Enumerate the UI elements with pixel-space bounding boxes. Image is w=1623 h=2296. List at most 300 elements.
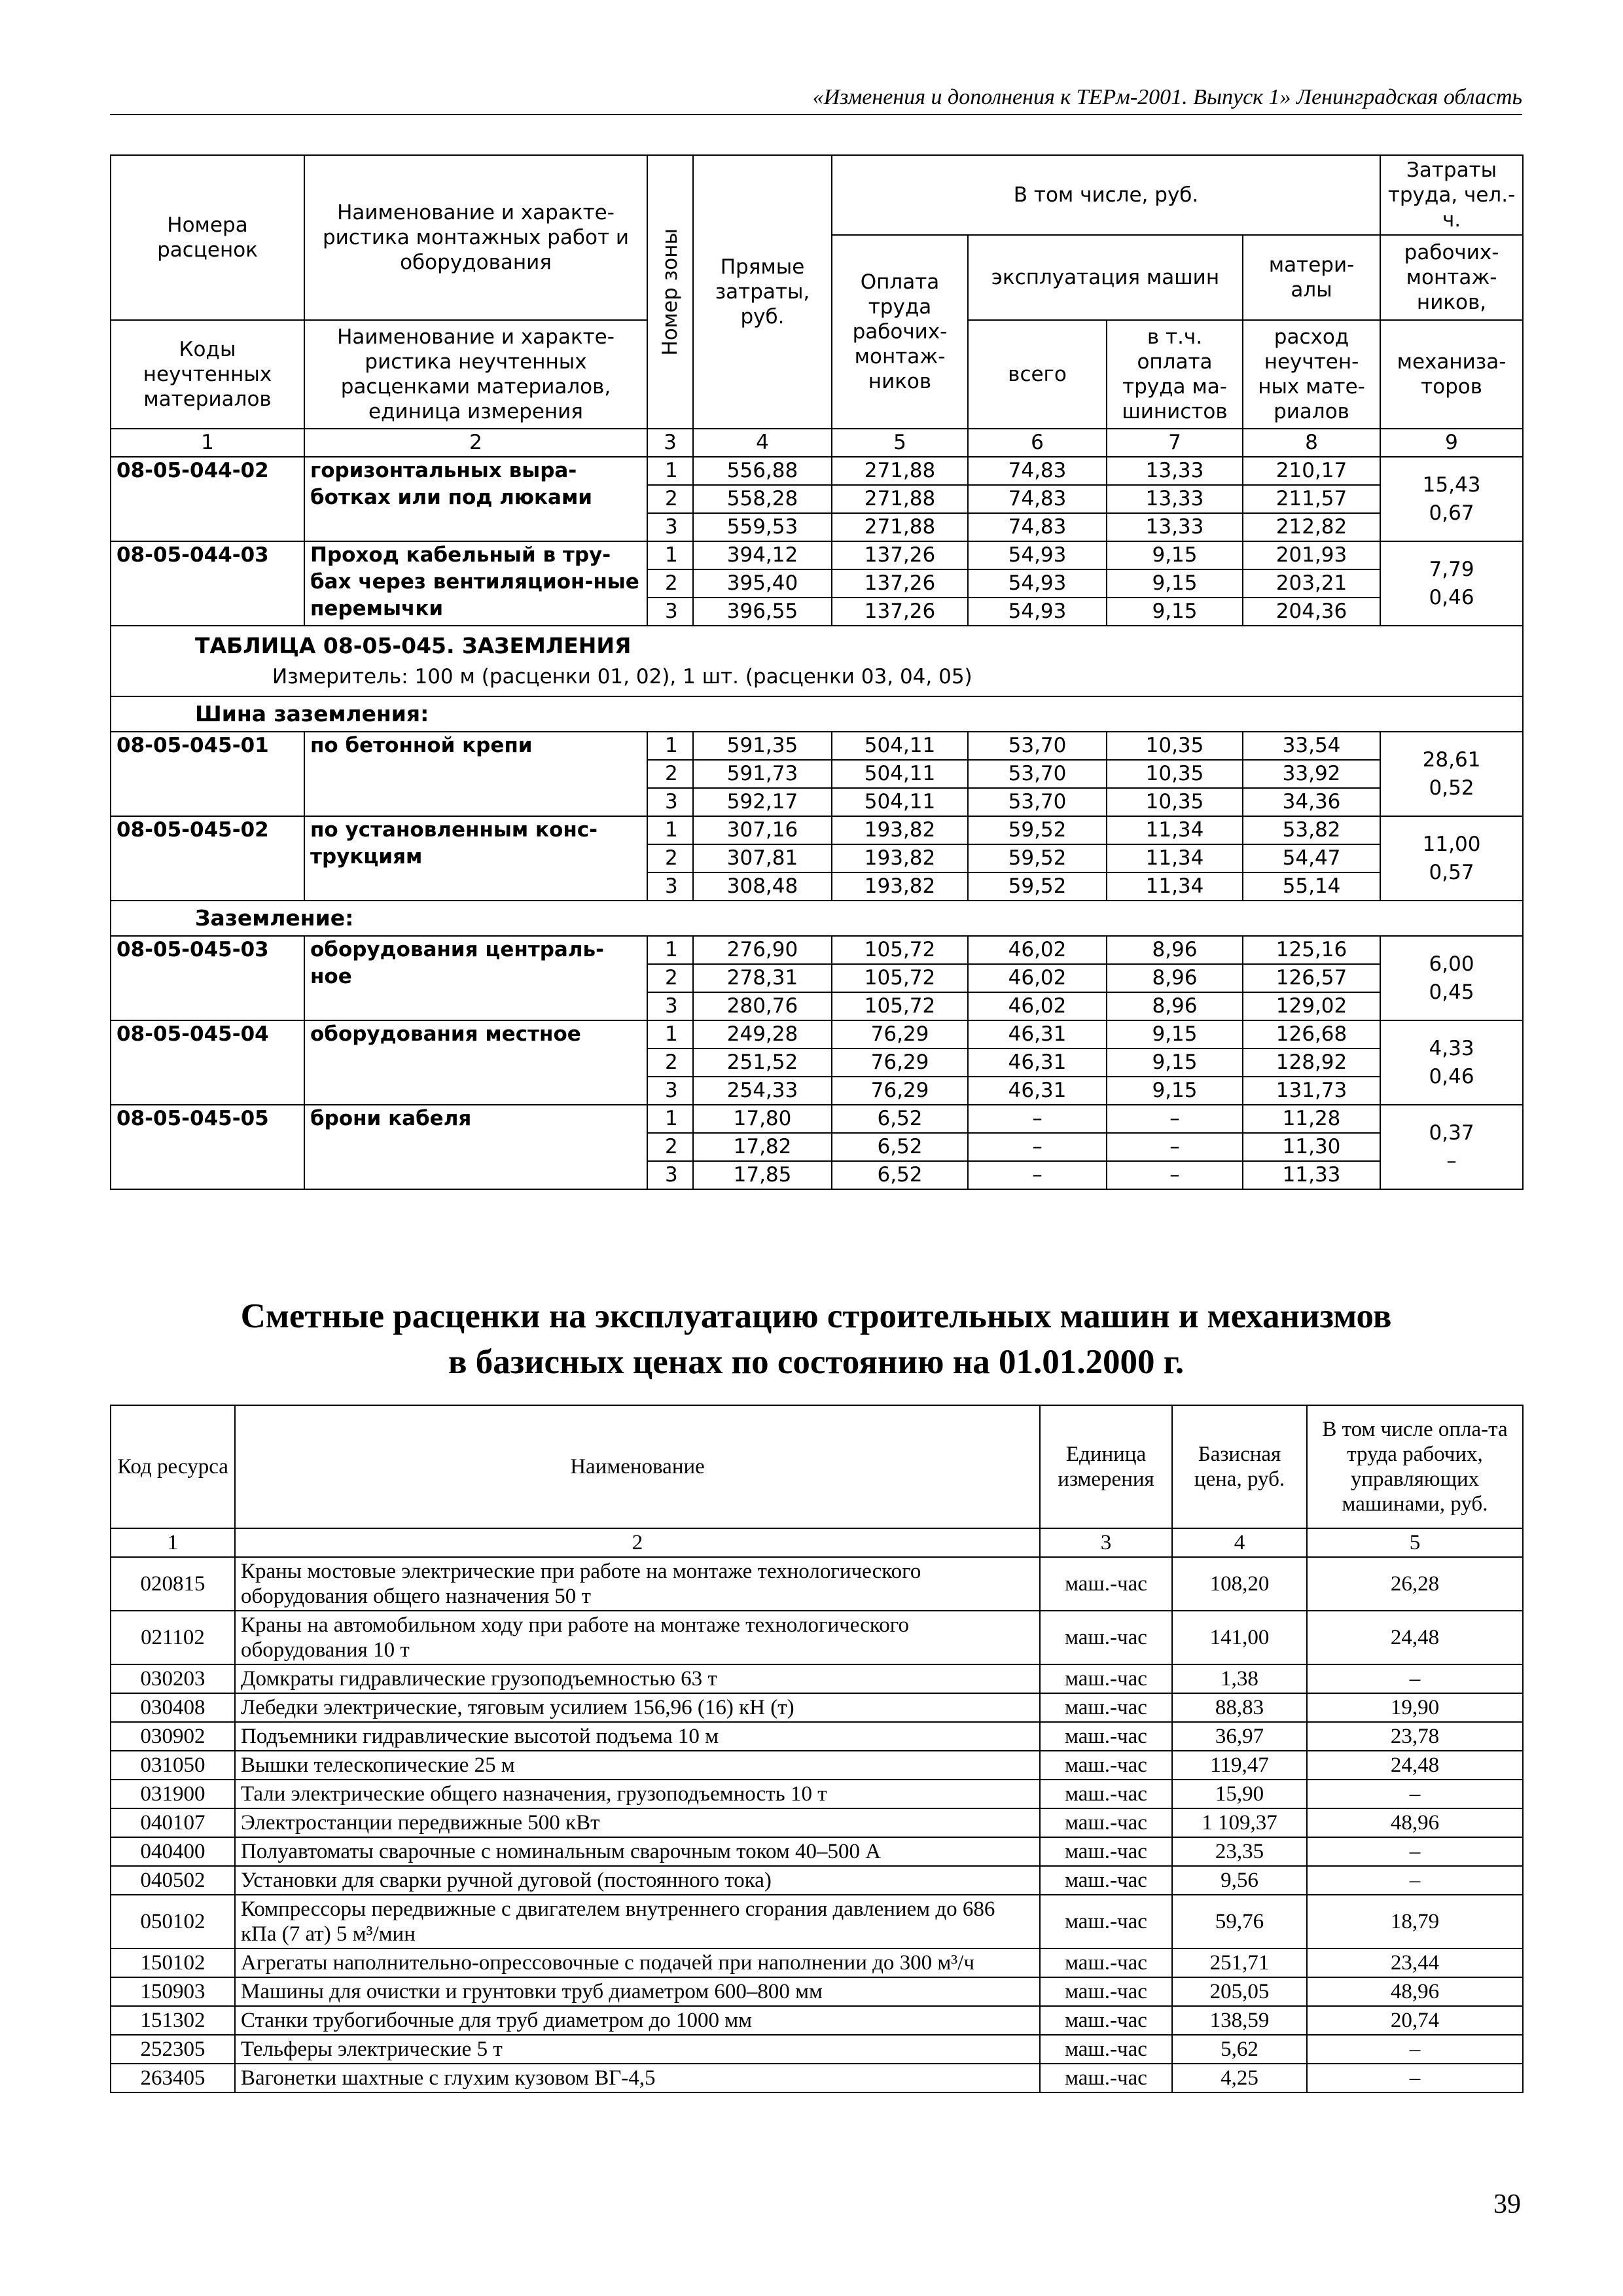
value-cell: 504,11 [832,760,968,788]
base-price: 15,90 [1172,1780,1307,1808]
col-zone-header: Номер зоны [647,155,693,429]
value-cell: 54,93 [968,541,1107,569]
rate-name: по установленным конс-трукциям [304,816,647,901]
unit: маш.-час [1040,1693,1172,1722]
base-price: 4,25 [1172,2064,1307,2092]
col-price-header: Базисная цена, руб. [1172,1405,1307,1528]
labor-pay: – [1307,2035,1523,2064]
labor-pay: 19,90 [1307,1693,1523,1722]
labor-pay: 48,96 [1307,1977,1523,2006]
base-price: 59,76 [1172,1895,1307,1948]
labor-value: 4,33 [1429,1036,1474,1060]
column-number: 3 [647,429,693,457]
value-cell: 11,34 [1107,816,1243,844]
value-cell: 46,02 [968,936,1107,964]
section-title: Сметные расценки на эксплуатацию строительных машин и механизмов в базисных ценах по состоянию на 01.01.2000 г. [240,1297,1392,1381]
value-cell: 249,28 [693,1020,832,1049]
value-cell: – [1107,1161,1243,1189]
value-cell: 105,72 [832,964,968,992]
resource-name: Вагонетки шахтные с глухим кузовом ВГ-4,5 [235,2064,1040,2092]
table-row [111,1780,1523,1808]
labor-pay: 20,74 [1307,2006,1523,2035]
table-row [111,936,1523,964]
column-number: 7 [1107,429,1243,457]
col-including-header: В том числе, руб. [832,155,1380,235]
value-cell: 193,82 [832,816,968,844]
value-cell: 11,30 [1243,1133,1380,1161]
labor-value: – [1446,1149,1457,1173]
resource-code: 263405 [111,2064,235,2092]
value-cell: 33,92 [1243,760,1380,788]
resource-name: Краны на автомобильном ходу при работе на монтаже технологического оборудования 10 т [235,1611,1040,1664]
value-cell: 55,14 [1243,872,1380,901]
base-price: 1,38 [1172,1664,1307,1693]
unit: маш.-час [1040,1948,1172,1977]
subhead-grounding-bus: Шина заземления: [111,696,1523,732]
col-name-header: Наименование [235,1405,1040,1528]
base-price: 119,47 [1172,1751,1307,1780]
resource-name: Краны мостовые электрические при работе на монтаже технологического оборудования общего назначения 50 т [235,1557,1040,1611]
value-cell: 11,34 [1107,872,1243,901]
value-cell: 307,16 [693,816,832,844]
value-cell: 17,80 [693,1105,832,1133]
zone-cell: 2 [647,569,693,598]
value-cell: 46,31 [968,1077,1107,1105]
table-row [111,1693,1523,1722]
rate-code: 08-05-045-05 [111,1105,304,1189]
value-cell: 280,76 [693,992,832,1020]
value-cell: 59,52 [968,872,1107,901]
value-cell: 76,29 [832,1049,968,1077]
labor-value: 28,61 [1422,747,1481,772]
col-codes-header: Коды неучтенных материалов [111,320,304,429]
resource-code: 031900 [111,1780,235,1808]
unit: маш.-час [1040,2006,1172,2035]
column-number: 8 [1243,429,1380,457]
value-cell: 10,35 [1107,732,1243,760]
base-price: 251,71 [1172,1948,1307,1977]
value-cell: – [1107,1133,1243,1161]
value-cell: 11,28 [1243,1105,1380,1133]
col-code-header: Код ресурса [111,1405,235,1528]
value-cell: 11,33 [1243,1161,1380,1189]
resource-code: 150102 [111,1948,235,1977]
value-cell: 53,70 [968,732,1107,760]
zone-cell: 1 [647,1020,693,1049]
labor-value: 0,57 [1429,860,1474,884]
value-cell: 193,82 [832,844,968,872]
column-number: 4 [1172,1528,1307,1557]
table-row [111,1611,1523,1664]
base-price: 1 109,37 [1172,1808,1307,1837]
col-incl-header: В том числе опла-та труда рабочих, управляющих машинами, руб. [1307,1405,1523,1528]
labor-value: 11,00 [1422,832,1481,856]
labor-value: 7,79 [1429,557,1474,581]
labor-value: 0,37 [1429,1121,1474,1145]
value-cell: 137,26 [832,598,968,626]
machine-rates-table [110,1405,1524,2093]
value-cell: 46,31 [968,1020,1107,1049]
resource-name: Компрессоры передвижные с двигателем внутреннего сгорания давлением до 686 кПа (7 ат) 5 м³/мин [235,1895,1040,1948]
value-cell: 9,15 [1107,1020,1243,1049]
labor-pay: – [1307,1837,1523,1866]
value-cell: 10,35 [1107,788,1243,816]
value-cell: 9,15 [1107,1049,1243,1077]
rate-name: брони кабеля [304,1105,647,1189]
rate-code: 08-05-045-02 [111,816,304,901]
zone-cell: 2 [647,1133,693,1161]
unit: маш.-час [1040,1664,1172,1693]
value-cell: 10,35 [1107,760,1243,788]
subhead-grounding-row [111,901,1523,936]
value-cell: 8,96 [1107,936,1243,964]
zone-cell: 1 [647,457,693,485]
value-cell: 13,33 [1107,457,1243,485]
column-number: 5 [832,429,968,457]
labor-value: 0,67 [1429,501,1474,525]
table-row [111,2006,1523,2035]
value-cell: 271,88 [832,485,968,513]
value-cell: 308,48 [693,872,832,901]
labor-value: 6,00 [1429,952,1474,976]
unit: маш.-час [1040,1780,1172,1808]
labor-pay: 23,44 [1307,1948,1523,1977]
column-number: 2 [304,429,647,457]
labor-value: 0,46 [1429,1064,1474,1088]
unit: маш.-час [1040,1751,1172,1780]
table-row [111,1664,1523,1693]
value-cell: 203,21 [1243,569,1380,598]
unit: маш.-час [1040,1611,1172,1664]
subhead-grounding-bus-row [111,696,1523,732]
resource-code: 151302 [111,2006,235,2035]
value-cell: 105,72 [832,936,968,964]
section-title: ТАБЛИЦА 08-05-045. ЗАЗЕМЛЕНИЯ [195,633,632,658]
resource-name: Тельферы электрические 5 т [235,2035,1040,2064]
labor-cell [1380,816,1523,901]
subhead-grounding: Заземление: [111,901,1523,936]
value-cell: 74,83 [968,485,1107,513]
value-cell: – [968,1161,1107,1189]
value-cell: 9,15 [1107,569,1243,598]
labor-pay: 48,96 [1307,1808,1523,1837]
value-cell: 9,15 [1107,541,1243,569]
value-cell: 6,52 [832,1133,968,1161]
resource-name: Домкраты гидравлические грузоподъемностью 63 т [235,1664,1040,1693]
value-cell: 46,02 [968,964,1107,992]
column-number: 4 [693,429,832,457]
value-cell: 9,15 [1107,598,1243,626]
value-cell: – [1107,1105,1243,1133]
value-cell: 278,31 [693,964,832,992]
value-cell: 201,93 [1243,541,1380,569]
value-cell: 137,26 [832,569,968,598]
table-row [111,541,1523,569]
labor-cell [1380,541,1523,626]
labor-cell [1380,1020,1523,1105]
table-row [111,1948,1523,1977]
column-number: 5 [1307,1528,1523,1557]
value-cell: 558,28 [693,485,832,513]
unit: маш.-час [1040,1866,1172,1895]
value-cell: – [968,1133,1107,1161]
col-exploit-header: эксплуатация машин [968,235,1243,320]
value-cell: 254,33 [693,1077,832,1105]
zone-cell: 2 [647,1049,693,1077]
base-price: 9,56 [1172,1866,1307,1895]
column-number: 1 [111,429,304,457]
resource-code: 150903 [111,1977,235,2006]
section-measure: Измеритель: 100 м (расценки 01, 02), 1 шт. (расценки 03, 04, 05) [272,665,972,689]
zone-cell: 1 [647,1105,693,1133]
zone-cell: 3 [647,1161,693,1189]
labor-cell [1380,936,1523,1020]
resource-name: Агрегаты наполнительно-опрессовочные с подачей при наполнении до 300 м³/ч [235,1948,1040,1977]
col-name-header: Наименование и характе-ристика монтажных работ и оборудования [304,155,647,320]
value-cell: 54,93 [968,569,1107,598]
value-cell: 6,52 [832,1161,968,1189]
unit: маш.-час [1040,1808,1172,1837]
resource-code: 031050 [111,1751,235,1780]
value-cell: 394,12 [693,541,832,569]
col-pay-header: Оплата труда рабочих-монтаж-ников [832,235,968,429]
column-number: 9 [1380,429,1523,457]
resource-name: Установки для сварки ручной дуговой (постоянного тока) [235,1866,1040,1895]
table-row [111,1808,1523,1837]
zone-cell: 2 [647,964,693,992]
value-cell: 307,81 [693,844,832,872]
labor-cell [1380,732,1523,816]
col-incl-pay-header: в т.ч. оплата труда ма-шинистов [1107,320,1243,429]
value-cell: 17,82 [693,1133,832,1161]
rate-code: 08-05-045-04 [111,1020,304,1105]
resource-name: Полуавтоматы сварочные с номинальным сварочным током 40–500 А [235,1837,1040,1866]
rate-code: 08-05-045-03 [111,936,304,1020]
labor-pay: 24,48 [1307,1611,1523,1664]
value-cell: 129,02 [1243,992,1380,1020]
value-cell: 17,85 [693,1161,832,1189]
page-number: 39 [1493,2189,1521,2219]
col-total-header: всего [968,320,1107,429]
resource-code: 050102 [111,1895,235,1948]
column-number: 2 [235,1528,1040,1557]
labor-value: 15,43 [1422,473,1481,497]
value-cell: 210,17 [1243,457,1380,485]
resource-name: Машины для очистки и грунтовки труб диаметром 600–800 мм [235,1977,1040,2006]
base-price: 36,97 [1172,1722,1307,1751]
table-row [111,2035,1523,2064]
labor-pay: – [1307,1664,1523,1693]
resource-name: Электростанции передвижные 500 кВт [235,1808,1040,1837]
value-cell: 59,52 [968,816,1107,844]
labor-pay: 24,48 [1307,1751,1523,1780]
table-row [111,2064,1523,2092]
value-cell: 105,72 [832,992,968,1020]
col-name2-header: Наименование и характе-ристика неучтенных расценками материалов, единица измерения [304,320,647,429]
table-row [111,1895,1523,1948]
base-price: 5,62 [1172,2035,1307,2064]
column-number: 3 [1040,1528,1172,1557]
column-numbers-row [111,1528,1523,1557]
value-cell: 204,36 [1243,598,1380,626]
rate-name: оборудования местное [304,1020,647,1105]
base-price: 141,00 [1172,1611,1307,1664]
value-cell: 59,52 [968,844,1107,872]
table-row [111,732,1523,760]
value-cell: 131,73 [1243,1077,1380,1105]
labor-cell [1380,1105,1523,1189]
labor-value: 0,45 [1429,980,1474,1004]
col-machinists-header: механиза-торов [1380,320,1523,429]
value-cell: 211,57 [1243,485,1380,513]
resource-name: Вышки телескопические 25 м [235,1751,1040,1780]
rates-table [110,154,1524,1190]
table-row [111,1557,1523,1611]
value-cell: 276,90 [693,936,832,964]
zone-cell: 3 [647,598,693,626]
zone-cell: 3 [647,788,693,816]
labor-pay: 18,79 [1307,1895,1523,1948]
resource-code: 030408 [111,1693,235,1722]
resource-code: 020815 [111,1557,235,1611]
value-cell: 591,73 [693,760,832,788]
value-cell: – [968,1105,1107,1133]
resource-code: 040107 [111,1808,235,1837]
zone-cell: 1 [647,936,693,964]
labor-pay: – [1307,2064,1523,2092]
value-cell: 53,70 [968,788,1107,816]
labor-value: 0,46 [1429,585,1474,609]
unit: маш.-час [1040,1557,1172,1611]
value-cell: 271,88 [832,513,968,541]
base-price: 205,05 [1172,1977,1307,2006]
zone-cell: 3 [647,992,693,1020]
value-cell: 13,33 [1107,485,1243,513]
zone-cell: 3 [647,872,693,901]
resource-code: 030203 [111,1664,235,1693]
table-row [111,457,1523,485]
zone-cell: 1 [647,541,693,569]
col-consumption-header: расход неучтен-ных мате-риалов [1243,320,1380,429]
base-price: 23,35 [1172,1837,1307,1866]
resource-name: Тали электрические общего назначения, грузоподъемность 10 т [235,1780,1040,1808]
col-materials-header: матери-алы [1243,235,1380,320]
rate-code: 08-05-044-02 [111,457,304,541]
value-cell: 54,93 [968,598,1107,626]
section-header [111,626,1523,696]
rate-code: 08-05-044-03 [111,541,304,626]
unit: маш.-час [1040,1977,1172,2006]
column-number: 1 [111,1528,235,1557]
column-numbers-row [111,429,1523,457]
value-cell: 504,11 [832,732,968,760]
table-row [111,1977,1523,2006]
value-cell: 128,92 [1243,1049,1380,1077]
value-cell: 9,15 [1107,1077,1243,1105]
value-cell: 126,68 [1243,1020,1380,1049]
value-cell: 6,52 [832,1105,968,1133]
value-cell: 53,70 [968,760,1107,788]
value-cell: 34,36 [1243,788,1380,816]
resource-name: Станки трубогибочные для труб диаметром до 1000 мм [235,2006,1040,2035]
value-cell: 126,57 [1243,964,1380,992]
table-row [111,1866,1523,1895]
value-cell: 76,29 [832,1020,968,1049]
base-price: 138,59 [1172,2006,1307,2035]
value-cell: 8,96 [1107,992,1243,1020]
zone-cell: 3 [647,1077,693,1105]
zone-cell: 1 [647,816,693,844]
rate-code: 08-05-045-01 [111,732,304,816]
table-row [111,1020,1523,1049]
rate-name: по бетонной крепи [304,732,647,816]
value-cell: 271,88 [832,457,968,485]
value-cell: 53,82 [1243,816,1380,844]
col-unit-header: Единица измерения [1040,1405,1172,1528]
value-cell: 125,16 [1243,936,1380,964]
resource-name: Подъемники гидравлические высотой подъема 10 м [235,1722,1040,1751]
table-row [111,816,1523,844]
unit: маш.-час [1040,1837,1172,1866]
table-row [111,1105,1523,1133]
unit: маш.-час [1040,1895,1172,1948]
resource-code: 030902 [111,1722,235,1751]
col-labor-header: Затраты труда, чел.-ч. [1380,155,1523,235]
table-row [111,1837,1523,1866]
value-cell: 8,96 [1107,964,1243,992]
value-cell: 396,55 [693,598,832,626]
base-price: 108,20 [1172,1557,1307,1611]
labor-pay: 23,78 [1307,1722,1523,1751]
value-cell: 54,47 [1243,844,1380,872]
value-cell: 251,52 [693,1049,832,1077]
value-cell: 559,53 [693,513,832,541]
resource-name: Лебедки электрические, тяговым усилием 156,96 (16) кН (т) [235,1693,1040,1722]
section-header-row [111,626,1523,696]
table-row [111,1722,1523,1751]
unit: маш.-час [1040,2035,1172,2064]
unit: маш.-час [1040,1722,1172,1751]
labor-cell [1380,457,1523,541]
value-cell: 395,40 [693,569,832,598]
zone-cell: 1 [647,732,693,760]
value-cell: 74,83 [968,513,1107,541]
unit: маш.-час [1040,2064,1172,2092]
col-direct-header: Прямые затраты, руб. [693,155,832,429]
zone-cell: 2 [647,485,693,513]
value-cell: 46,31 [968,1049,1107,1077]
table-row [111,1751,1523,1780]
value-cell: 11,34 [1107,844,1243,872]
rate-name: горизонтальных выра-ботках или под люками [304,457,647,541]
labor-value: 0,52 [1429,776,1474,800]
base-price: 88,83 [1172,1693,1307,1722]
value-cell: 504,11 [832,788,968,816]
value-cell: 33,54 [1243,732,1380,760]
rate-name: оборудования централь-ное [304,936,647,1020]
running-header: «Изменения и дополнения к ТЕРм-2001. Выпуск 1» Ленинградская область [110,85,1522,115]
resource-code: 252305 [111,2035,235,2064]
zone-cell: 2 [647,844,693,872]
column-number: 6 [968,429,1107,457]
value-cell: 74,83 [968,457,1107,485]
value-cell: 193,82 [832,872,968,901]
resource-code: 021102 [111,1611,235,1664]
labor-pay: – [1307,1780,1523,1808]
rate-name: Проход кабельный в тру-бах через вентиляцион-ные перемычки [304,541,647,626]
value-cell: 76,29 [832,1077,968,1105]
value-cell: 137,26 [832,541,968,569]
